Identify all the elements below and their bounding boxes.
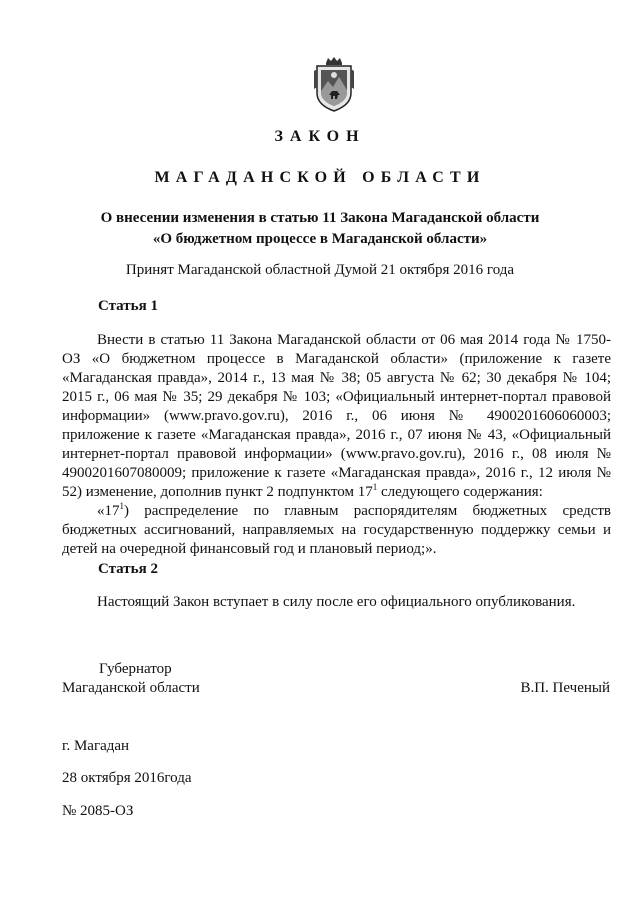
date: 28 октября 2016года bbox=[62, 770, 192, 786]
article-1-paragraph-1-tail: следующего содержания: bbox=[377, 484, 543, 500]
superscript: 1 bbox=[119, 501, 124, 511]
article-1-paragraph-1-text: Внести в статью 11 Закона Магаданской области от 06 мая 2014 года № 1750-ОЗ «О бюджетном процессе в Магаданской области» (приложение к газете «Магаданская правда», 2014 г., 13 мая № 38; 05 августа № 62; 30 декабря № 104; 2015 г., 06 мая № 35; 29 декабря № 103; «Официальный интернет-портал правовой информации» (www.pravo.gov.ru), 2016 г., 06 июня № 4900201606060003; приложение к газете «Магаданская правда», 2016 г., 07 июня № 43, «Официальный интернет-портал правовой информации» (www.pravo.gov.ru), 2016 г., 08 июля № 4900201607080009; приложение к газете «Магаданская правда», 2016 г., 12 июля № 52) изменение, дополнив пункт 2 подпунктом 17 bbox=[62, 332, 611, 500]
region-heading: МАГАДАНСКОЙ ОБЛАСТИ bbox=[154, 169, 486, 186]
coat-of-arms-emblem bbox=[312, 57, 356, 112]
article-2-heading: Статья 2 bbox=[98, 561, 158, 577]
superscript: 1 bbox=[372, 482, 378, 492]
adoption-note: Принят Магаданской областной Думой 21 октября 2016 года bbox=[125, 262, 515, 278]
article-1-body bbox=[62, 331, 611, 559]
article-1-paragraph-1 bbox=[62, 331, 611, 502]
document-type-heading: ЗАКОН bbox=[274, 128, 366, 145]
law-number: № 2085-ОЗ bbox=[62, 803, 134, 819]
article-1-paragraph-2-lead: «17 bbox=[97, 503, 120, 519]
law-title-line1: О внесении изменения в статью 11 Закона Магаданской области bbox=[100, 210, 540, 226]
law-title bbox=[40, 208, 600, 250]
article-1-paragraph-2-text: ) распределение по главным распорядителям бюджетных средств бюджетных ассигнований, направляемых на государственную поддержку семьи и детей на очередной финансовый год и плановый период;». bbox=[62, 503, 611, 557]
signatory-name: В.П. Печеный bbox=[520, 680, 610, 696]
place: г. Магадан bbox=[62, 738, 130, 754]
article-1-paragraph-2 bbox=[62, 502, 611, 559]
signature-title-line2: Магаданской области bbox=[62, 680, 200, 696]
law-title-line2: «О бюджетном процессе в Магаданской области» bbox=[152, 231, 488, 247]
article-2-text: Настоящий Закон вступает в силу после его официального опубликования. bbox=[97, 594, 576, 610]
article-1-heading: Статья 1 bbox=[98, 298, 158, 314]
signature-title-line1: Губернатор bbox=[99, 661, 172, 677]
coat-of-arms-icon bbox=[312, 57, 356, 112]
